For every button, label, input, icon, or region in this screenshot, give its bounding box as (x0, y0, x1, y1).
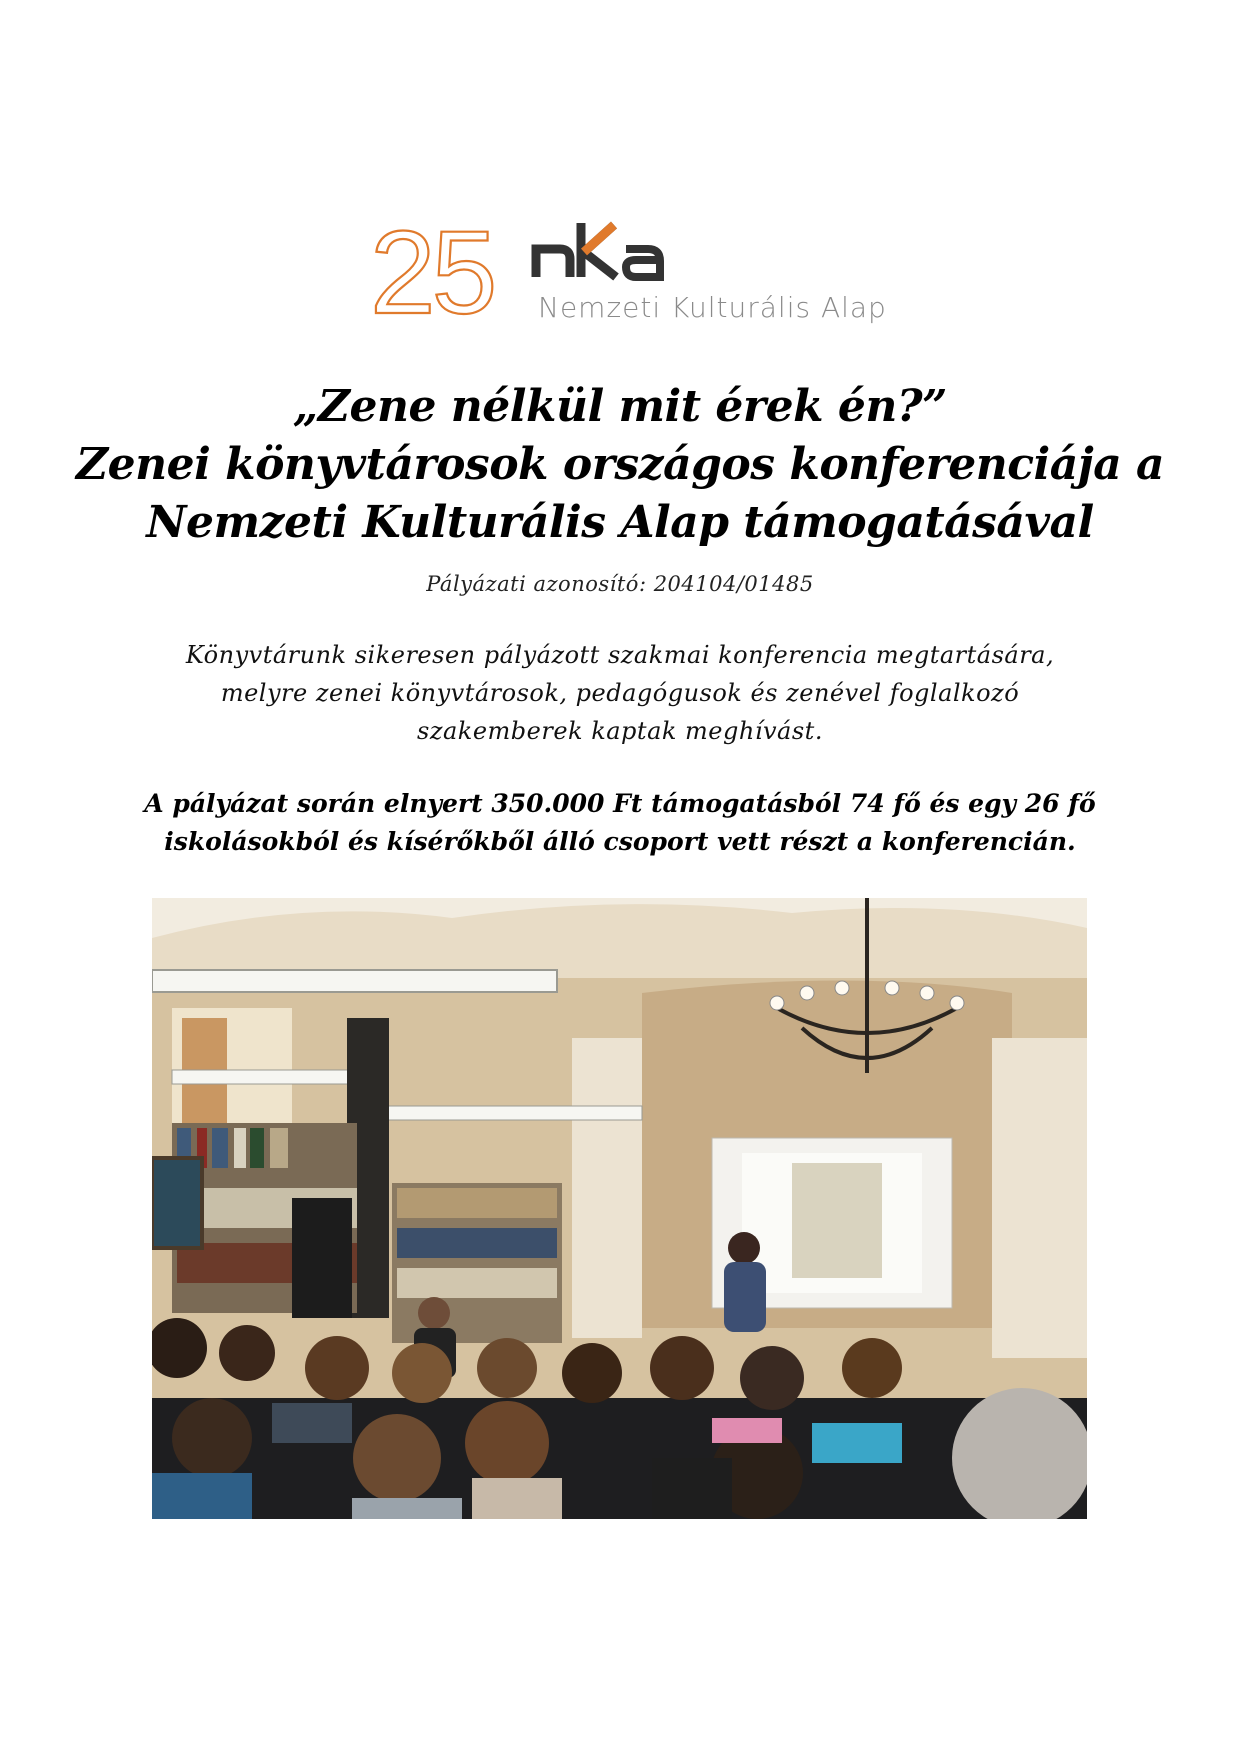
page-title (0, 378, 1240, 552)
logo-letter-n (536, 249, 570, 277)
logo-accent-chevron (584, 225, 614, 252)
title-line-3: Nemzeti Kulturális Alap támogatásával (146, 497, 1094, 548)
title-line-1: „Zene nélkül mit érek én?” (293, 381, 947, 432)
nka-logo (370, 205, 890, 325)
application-reference: Pályázati azonosító: 204104/01485 (426, 572, 814, 596)
intro-line-2: melyre zenei könyvtárosok, pedagógusok és zenével foglalkozó (220, 679, 1020, 707)
conference-photo-illustration (152, 898, 1087, 1519)
intro-paragraph (0, 636, 1240, 750)
logo-anniversary-number: 25 (370, 207, 494, 325)
highlight-paragraph (0, 785, 1240, 861)
title-line-2: Zenei könyvtárosok országos konferenciája a (75, 439, 1165, 490)
highlight-line-1: A pályázat során elnyert 350.000 Ft támogatásból 74 fő és egy 26 fő (144, 789, 1096, 818)
conference-photo (152, 898, 1087, 1519)
logo-subtitle: Nemzeti Kulturális Alap (538, 291, 887, 324)
intro-line-3: szakemberek kaptak meghívást. (417, 717, 823, 745)
highlight-line-2: iskolásokból és kísérőkből álló csoport vett részt a konferencián. (164, 827, 1076, 856)
logo-letter-a (626, 249, 660, 277)
intro-line-1: Könyvtárunk sikeresen pályázott szakmai konferencia megtartására, (185, 641, 1055, 669)
